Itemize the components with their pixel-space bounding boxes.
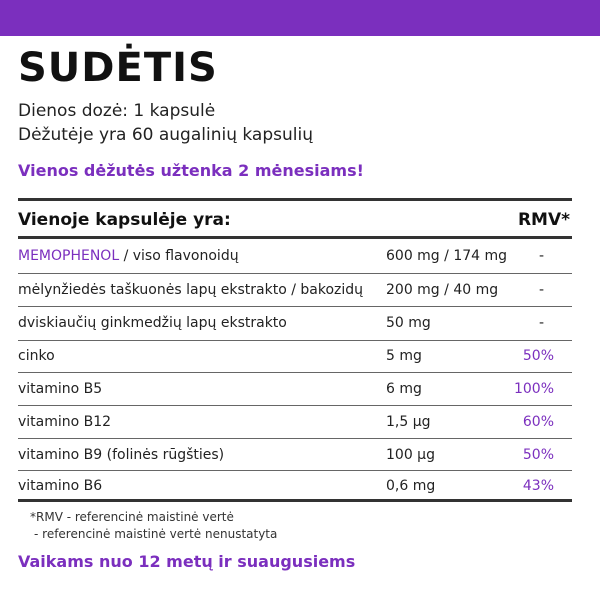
table-row [18, 340, 572, 372]
ingredient-name: vitamino B12 [18, 414, 112, 430]
table-header-rule [18, 236, 572, 239]
ingredient-amount: 600 mg / 174 mg [386, 248, 508, 264]
ingredient-rmv: 50% [522, 447, 554, 463]
table-header-rmv: RMV* [517, 210, 570, 230]
rmv-footnote: *RMV - referencinė maistinė vertė [30, 510, 234, 524]
daily-dose-text: Dienos dozė: 1 kapsulė [18, 101, 216, 121]
ingredient-rmv: - [538, 282, 544, 298]
dash-footnote: - referencinė maistinė vertė nenustatyta [34, 527, 278, 541]
ingredient-name: mėlynžiedės taškuonės lapų ekstrakto / bakozidų [18, 282, 364, 298]
audience-note: Vaikams nuo 12 metų ir suaugusiems [18, 552, 356, 571]
table-row [18, 373, 572, 405]
table-row [18, 470, 572, 502]
ingredient-amount: 6 mg [386, 381, 422, 397]
ingredient-rmv: 100% [513, 381, 554, 397]
ingredient-name: vitamino B5 [18, 381, 103, 397]
table-row [18, 307, 572, 339]
ingredient-rmv: - [538, 315, 544, 331]
box-contents-text: Dėžutėje yra 60 augalinių kapsulių [18, 125, 313, 145]
ingredient-amount: 50 mg [386, 315, 431, 331]
table-row [18, 274, 572, 306]
ingredient-amount: 5 mg [386, 348, 422, 364]
ingredient-name: vitamino B6 [18, 478, 103, 494]
duration-highlight: Vienos dėžutės užtenka 2 mėnesiams! [18, 161, 364, 180]
ingredient-name: cinko [18, 348, 55, 364]
top-brand-bar [0, 0, 600, 36]
table-header-name: Vienoje kapsulėje yra: [18, 210, 231, 230]
ingredient-name-text: / viso flavonoidų [119, 248, 239, 264]
ingredient-name: vitamino B9 (folinės rūgšties) [18, 447, 225, 463]
ingredient-rmv: 50% [522, 348, 554, 364]
table-top-rule [18, 198, 572, 201]
ingredient-rmv: 60% [522, 414, 554, 430]
ingredient-rmv: - [538, 248, 544, 264]
table-header [18, 208, 572, 234]
ingredient-amount: 0,6 mg [386, 478, 436, 494]
ingredient-amount: 200 mg / 40 mg [386, 282, 499, 298]
table-bottom-rule [18, 499, 572, 502]
page-title: SUDĖTIS [18, 45, 218, 91]
table-row [18, 439, 572, 471]
table-row [18, 406, 572, 438]
ingredient-amount: 1,5 μg [386, 414, 431, 430]
ingredient-rmv: 43% [522, 478, 554, 494]
ingredient-brand-name: MEMOPHENOL [18, 248, 120, 264]
ingredient-amount: 100 μg [386, 447, 435, 463]
ingredient-name [18, 248, 239, 264]
table-row [18, 240, 572, 272]
ingredient-name: dviskiaučių ginkmedžių lapų ekstrakto [18, 315, 287, 331]
